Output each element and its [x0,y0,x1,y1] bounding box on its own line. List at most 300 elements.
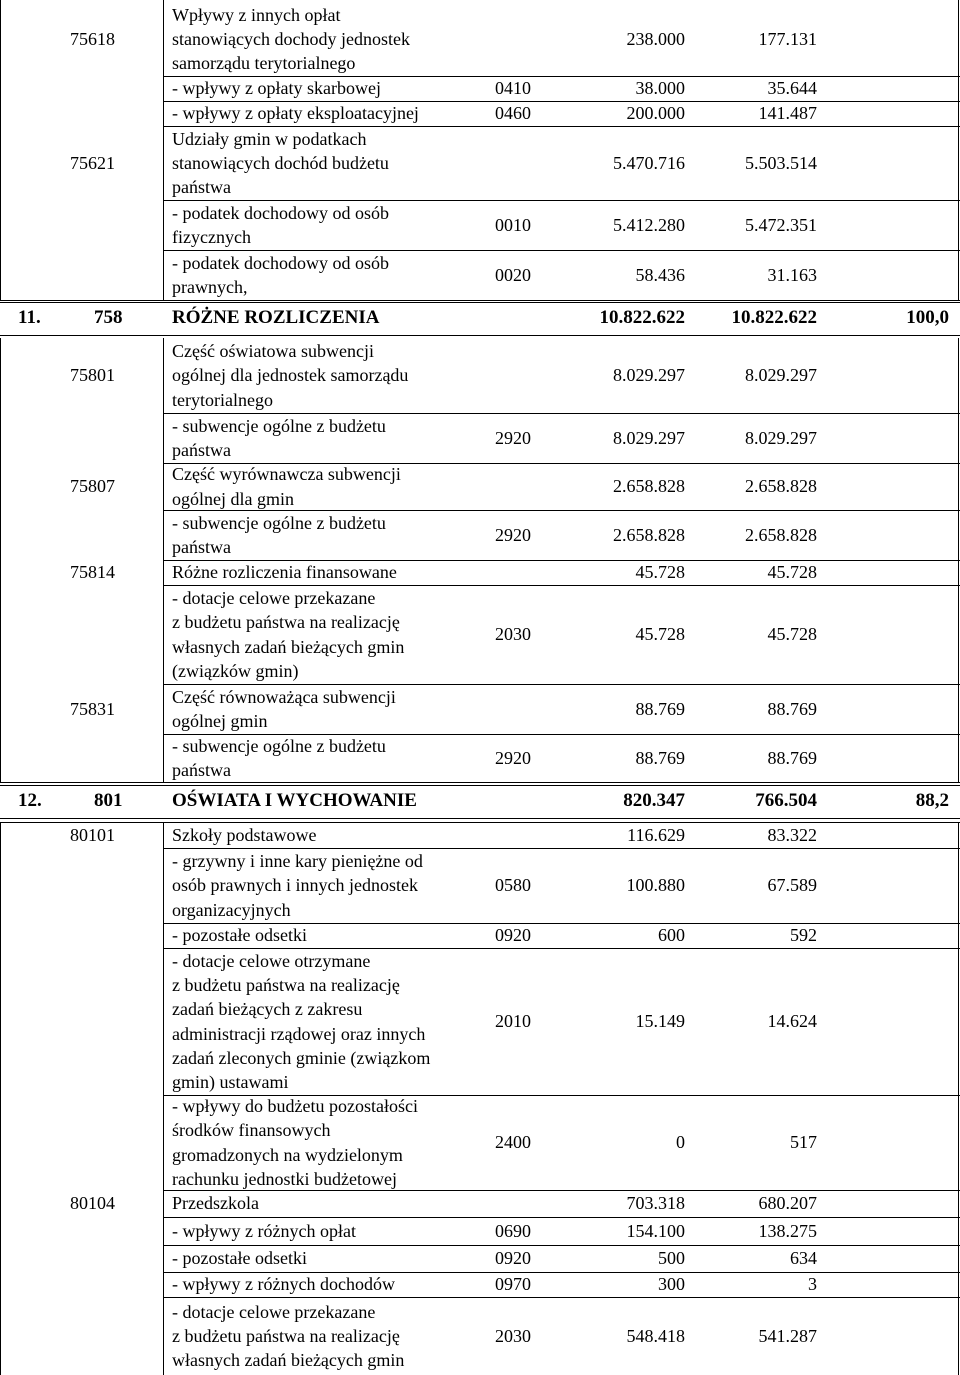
paragraph-code-cell [495,76,550,101]
description-line: państwa [172,537,231,557]
executed-value: 88.769 [767,698,817,719]
description-line: - wpływy z opłaty skarbowej [172,78,381,99]
plan-value: 58.436 [635,264,685,285]
description-line: - wpływy z różnych opłat [172,1220,356,1241]
executed-value-cell [690,785,817,818]
row-border [163,1272,960,1273]
percent-value-cell [860,785,949,818]
plan-value-cell [550,1245,685,1272]
table-row [0,684,960,734]
description-line: ogólnej dla jednostek samorządu [172,365,409,386]
plan-value-cell [550,200,685,250]
plan-value: 45.728 [635,562,685,583]
description-cell [172,1095,490,1190]
description-cell [172,510,490,560]
plan-value: 2.658.828 [613,524,685,545]
description-line: - subwencje ogólne z budżetu [172,735,386,756]
paragraph-code: 2400 [495,1132,531,1153]
description-line: państwa [172,177,231,198]
plan-value: 8.029.297 [613,365,685,386]
description-cell [172,101,490,126]
executed-value-cell [690,200,817,250]
description-cell [172,2,490,76]
description-line: - dotacje celowe przekazane [172,1301,376,1322]
executed-value: 517 [790,1132,817,1153]
paragraph-code-cell [495,948,550,1095]
description [172,462,401,511]
plan-value: 5.470.716 [613,152,685,173]
description-line: zadań bieżących z zakresu [172,999,363,1020]
description [172,511,386,560]
executed-value-cell [690,126,817,200]
executed-value: 766.504 [755,790,817,812]
plan-value: 820.347 [623,790,685,812]
table-row [0,101,960,126]
description-line: Wpływy z innych opłat [172,4,341,25]
section-code: 758 [94,307,123,329]
executed-value-cell [690,510,817,560]
paragraph-code-cell [495,1095,550,1190]
table-row [0,585,960,684]
table-row [0,463,960,510]
description [172,823,316,847]
table-row [0,250,960,300]
description [172,949,430,1095]
description-line: Udziały gmin w podatkach [172,128,367,149]
section-code: 801 [94,790,123,812]
row-border [163,948,960,949]
chapter-code-cell [70,560,160,585]
executed-value: 14.624 [767,1011,817,1032]
description-line: - wpływy z różnych dochodów [172,1274,395,1295]
column-border [958,0,959,300]
paragraph-code: 2920 [495,524,531,545]
plan-value-cell [550,126,685,200]
executed-value-cell [690,1217,817,1245]
plan-value-cell [550,684,685,734]
plan-value-cell [550,560,685,585]
executed-value-cell [690,1272,817,1297]
paragraph-code: 2010 [495,1011,531,1032]
paragraph-code: 2030 [495,624,531,645]
section-number-cell [18,785,60,818]
description-line: - podatek dochodowy od osób [172,202,389,223]
description-line: gmin) ustawami [172,1072,289,1093]
plan-value: 116.629 [627,824,685,845]
description [172,685,396,734]
section-number-cell [18,302,60,335]
description-line: - subwencje ogólne z budżetu [172,415,386,436]
executed-value-cell [690,338,817,413]
table-row [0,510,960,560]
table-row [0,948,960,1095]
description-line: państwa [172,440,231,460]
description-line: - podatek dochodowy od osób [172,252,389,273]
plan-value: 200.000 [626,103,685,124]
paragraph-code-cell [495,250,550,300]
description [172,734,386,783]
plan-value-cell [550,101,685,126]
description-line: terytorialnego [172,389,273,410]
description-line: - subwencje ogólne z budżetu [172,512,386,533]
row-border [163,1217,960,1218]
chapter-code: 75814 [70,562,115,583]
description-cell [172,200,490,250]
executed-value-cell [690,101,817,126]
description-line: - wpływy do budżetu pozostałości [172,1095,418,1116]
executed-value-cell [690,822,817,848]
plan-value-cell [550,76,685,101]
paragraph-code: 0920 [495,1248,531,1269]
section-name: OŚWIATA I WYCHOWANIE [172,790,417,812]
table-row [0,848,960,923]
row-border [163,585,960,586]
paragraph-code: 0020 [495,264,531,285]
description-cell [172,338,490,413]
table-row [0,200,960,250]
description-line: zadań zleconych gminie (związkom [172,1047,431,1068]
description-cell [172,1190,490,1217]
section-name: RÓŻNE ROZLICZENIA [172,307,380,329]
description-line: stanowiących dochody jednostek [172,28,410,49]
row-border [163,560,960,561]
plan-value-cell [550,734,685,782]
row-border [163,510,960,511]
description-cell [172,560,490,585]
plan-value-cell [550,302,685,335]
description-cell [172,1272,490,1297]
description-cell [172,848,490,923]
description-cell [172,948,490,1095]
executed-value-cell [690,413,817,463]
row-border [163,1297,960,1298]
paragraph-code-cell [495,848,550,923]
executed-value: 83.322 [767,824,817,845]
table-row [0,126,960,200]
description-line: ogólnej dla gmin [172,488,294,509]
column-border [0,0,1,300]
column-border [163,0,164,300]
executed-value: 31.163 [767,264,817,285]
description-cell [172,734,490,782]
description-line: (związków gmin) [172,660,299,681]
row-border [163,923,960,924]
percent-value: 88,2 [915,790,949,812]
description [172,849,423,922]
description-line: z budżetu państwa na realizację [172,1325,400,1346]
executed-value: 35.644 [767,78,817,99]
plan-value: 300 [658,1274,685,1295]
chapter-code: 75618 [70,28,115,49]
plan-value-cell [550,463,685,510]
description-line: samorządu terytorialnego [172,53,356,74]
plan-value-cell [550,1217,685,1245]
description [172,127,389,200]
plan-value: 88.769 [635,698,685,719]
description [172,1300,404,1373]
executed-value: 177.131 [758,28,817,49]
executed-value-cell [690,684,817,734]
chapter-code-cell [70,822,160,848]
column-border [163,338,164,782]
section-number: 11. [18,307,41,329]
plan-value: 0 [676,1132,685,1153]
executed-value: 541.287 [758,1325,817,1346]
plan-value: 154.100 [626,1220,685,1241]
description [172,251,389,300]
chapter-code: 80104 [70,1193,115,1214]
description [172,1246,307,1270]
description-line: prawnych, [172,277,248,297]
chapter-code-cell [70,1190,160,1217]
description [172,923,307,947]
executed-value: 88.769 [767,747,817,768]
column-border [0,822,1,1375]
chapter-code: 80101 [70,824,115,845]
table-row [0,76,960,101]
plan-value-cell [550,250,685,300]
row-border [163,101,960,102]
table-row [0,923,960,948]
plan-value: 88.769 [635,747,685,768]
executed-value-cell [690,2,817,76]
plan-value: 548.418 [626,1325,685,1346]
executed-value: 45.728 [767,562,817,583]
description-cell [172,1217,490,1245]
plan-value-cell [550,822,685,848]
plan-value: 100.880 [626,875,685,896]
plan-value: 5.412.280 [613,214,685,235]
description-line: Przedszkola [172,1193,259,1214]
plan-value-cell [550,413,685,463]
table-row [0,1095,960,1190]
description-line: Część oświatowa subwencji [172,341,374,362]
description-line: - grzywny i inne kary pieniężne od [172,851,423,872]
column-border [0,338,1,782]
executed-value-cell [690,560,817,585]
description-cell [172,1297,490,1375]
plan-value: 10.822.622 [599,307,685,329]
description-line: osób prawnych i innych jednostek [172,875,418,896]
paragraph-code: 0580 [495,875,531,896]
section-name-cell [172,785,512,818]
percent-value: 100,0 [906,307,949,329]
executed-value: 680.207 [758,1193,817,1214]
description-line: - dotacje celowe przekazane [172,587,376,608]
description-cell [172,250,490,300]
plan-value: 500 [658,1248,685,1269]
description [172,76,381,100]
description-line: - pozostałe odsetki [172,925,307,946]
executed-value-cell [690,250,817,300]
executed-value: 10.822.622 [731,307,817,329]
executed-value: 592 [790,925,817,946]
executed-value-cell [690,948,817,1095]
plan-value: 600 [658,925,685,946]
chapter-code-cell [70,338,160,413]
executed-value-cell [690,734,817,782]
description-line: Szkoły podstawowe [172,824,317,845]
row-border [163,1245,960,1246]
column-border [163,822,164,1375]
row-border [163,1190,960,1191]
executed-value: 8.029.297 [745,427,817,448]
executed-value-cell [690,1245,817,1272]
plan-value-cell [550,1297,685,1375]
paragraph-code-cell [495,101,550,126]
description [172,3,410,76]
table-row [0,338,960,413]
section-name-cell [172,302,512,335]
executed-value-cell [690,302,817,335]
description-line: Część wyrównawcza subwencji [172,464,401,485]
plan-value-cell [550,1095,685,1190]
executed-value: 3 [808,1274,817,1295]
plan-value-cell [550,2,685,76]
paragraph-code: 2920 [495,747,531,768]
paragraph-code-cell [495,734,550,782]
table-row [0,822,960,848]
description-cell [172,585,490,684]
plan-value: 703.318 [626,1193,685,1214]
paragraph-code: 0010 [495,214,531,235]
executed-value-cell [690,923,817,948]
column-border [958,822,959,1375]
paragraph-code-cell [495,200,550,250]
section-code-cell [94,302,154,335]
column-border [958,338,959,782]
plan-value-cell [550,510,685,560]
description-line: rachunku jednostki budżetowej [172,1168,397,1189]
row-border [163,200,960,201]
chapter-code-cell [70,2,160,76]
description [172,586,404,683]
plan-value: 45.728 [635,624,685,645]
executed-value-cell [690,1190,817,1217]
paragraph-code-cell [495,585,550,684]
plan-value-cell [550,948,685,1095]
description [172,201,389,250]
paragraph-code-cell [495,1245,550,1272]
table-row [0,734,960,782]
description [172,1191,259,1215]
table-row [0,413,960,463]
chapter-code-cell [70,463,160,510]
chapter-code: 75621 [70,152,115,173]
row-border [0,335,960,336]
paragraph-code: 0460 [495,103,531,124]
description-line: administracji rządowej oraz innych [172,1023,426,1044]
plan-value: 2.658.828 [613,476,685,497]
table-row [0,1217,960,1245]
executed-value: 141.487 [758,103,817,124]
description [172,101,419,125]
table-row [0,560,960,585]
executed-value: 67.589 [767,875,817,896]
description-cell [172,684,490,734]
chapter-code: 75807 [70,476,115,497]
description [172,1219,356,1243]
plan-value: 15.149 [635,1011,685,1032]
table-row [0,1245,960,1272]
paragraph-code-cell [495,510,550,560]
description [172,560,397,584]
description-line: - wpływy z opłaty eksploatacyjnej [172,103,419,124]
table-row [0,2,960,76]
plan-value-cell [550,338,685,413]
paragraph-code-cell [495,1272,550,1297]
description-line: fizycznych [172,227,251,247]
description-line: ogólnej gmin [172,711,268,731]
plan-value-cell [550,1272,685,1297]
description-line: Część równoważąca subwencji [172,686,396,707]
description-line: państwa [172,760,231,780]
chapter-code: 75801 [70,365,115,386]
paragraph-code: 0410 [495,78,531,99]
chapter-code: 75831 [70,698,115,719]
description-cell [172,126,490,200]
executed-value: 138.275 [758,1220,817,1241]
paragraph-code: 0690 [495,1220,531,1241]
plan-value-cell [550,1190,685,1217]
description-line: Różne rozliczenia finansowane [172,562,397,583]
paragraph-code: 0920 [495,925,531,946]
description-cell [172,413,490,463]
executed-value: 8.029.297 [745,365,817,386]
row-border [163,250,960,251]
executed-value: 45.728 [767,624,817,645]
chapter-code-cell [70,126,160,200]
description-line: - dotacje celowe otrzymane [172,950,371,971]
row-border [163,848,960,849]
plan-value-cell [550,585,685,684]
executed-value: 5.503.514 [745,152,817,173]
plan-value: 238.000 [626,28,685,49]
description-cell [172,1245,490,1272]
paragraph-code-cell [495,413,550,463]
executed-value-cell [690,76,817,101]
executed-value: 2.658.828 [745,476,817,497]
row-border [0,300,960,301]
plan-value-cell [550,785,685,818]
paragraph-code: 2920 [495,427,531,448]
executed-value-cell [690,1095,817,1190]
section-code-cell [94,785,154,818]
paragraph-code: 2030 [495,1325,531,1346]
table-row [0,1272,960,1297]
description-line: stanowiących dochód budżetu [172,152,389,173]
plan-value-cell [550,923,685,948]
description [172,414,386,463]
row-border [163,126,960,127]
description-line: z budżetu państwa na realizację [172,974,400,995]
table-row [0,1297,960,1375]
plan-value-cell [550,848,685,923]
description-line: - pozostałe odsetki [172,1248,307,1269]
paragraph-code-cell [495,923,550,948]
description-cell [172,76,490,101]
description-line: organizacyjnych [172,899,291,920]
paragraph-code-cell [495,1217,550,1245]
row-border [0,818,960,819]
description [172,1094,418,1191]
executed-value-cell [690,585,817,684]
description-line: środków finansowych [172,1120,331,1141]
paragraph-code-cell [495,1297,550,1375]
section-row [0,302,960,335]
plan-value: 38.000 [635,78,685,99]
description [172,339,408,412]
